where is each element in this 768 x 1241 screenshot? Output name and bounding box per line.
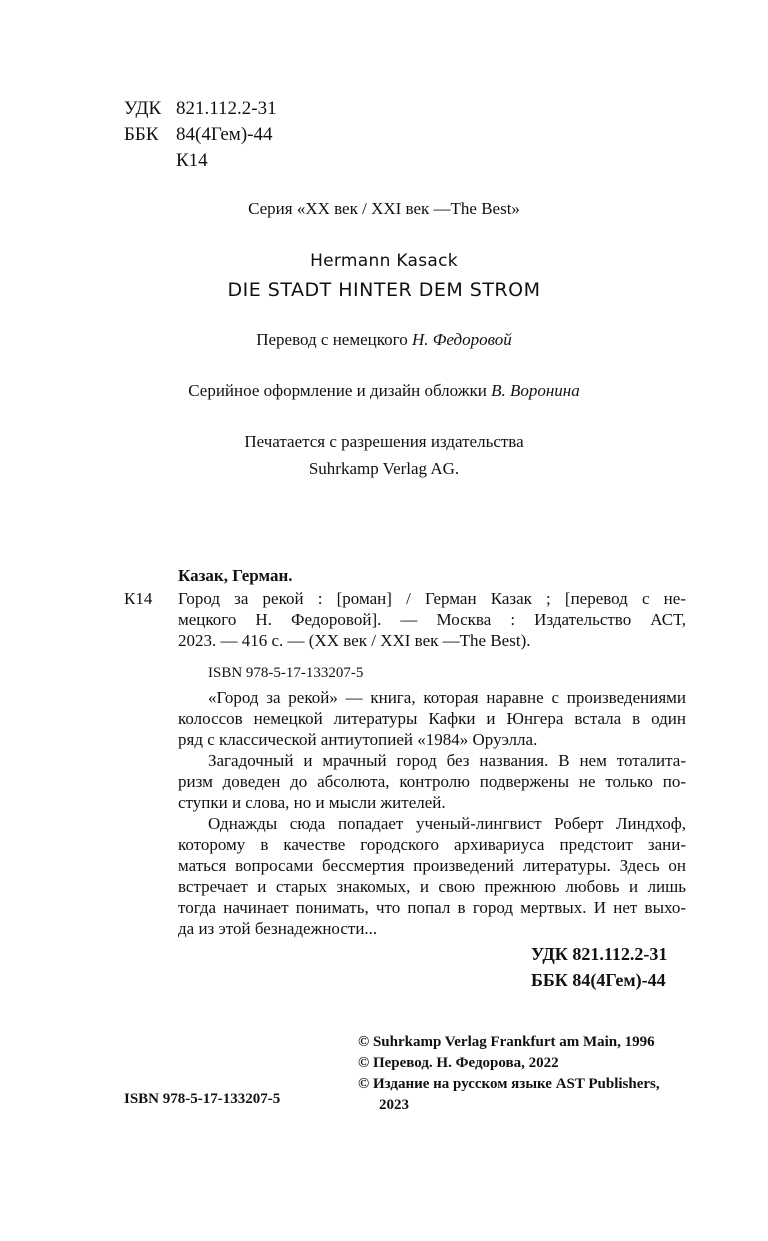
catalog-heading: Казак, Герман. <box>178 566 293 585</box>
annotation-line: которому в качестве городского архивариуса предстоит зани- <box>178 835 686 854</box>
translation-credit <box>0 330 768 350</box>
annotation-line: ряд с классической антиутопией «1984» Оруэлла. <box>178 730 538 749</box>
annotation-paragraph-2 <box>178 750 686 813</box>
original-author: Hermann Kasack <box>310 251 458 271</box>
copyright-line-1: © Suhrkamp Verlag Frankfurt am Main, 1996 <box>358 1034 655 1050</box>
copyright-line-4: 2023 <box>379 1097 409 1113</box>
classification-udk: УДК 821.112.2-31 <box>531 944 668 964</box>
classification-bbk: ББК 84(4Гем)-44 <box>531 970 666 990</box>
design-prefix: Серийное оформление и дизайн обложки <box>188 381 492 400</box>
udk-label: УДК <box>124 98 162 119</box>
classification-block <box>531 941 667 993</box>
catalog-desc-line: 2023. — 416 с. — (XX век / XXI век —The Best). <box>178 631 531 650</box>
permission-line-2: Suhrkamp Verlag AG. <box>308 459 460 478</box>
permission-line-1: Печатается с разрешения издательства <box>244 432 524 451</box>
permission-note <box>0 428 768 482</box>
copyright-line-2: © Перевод. Н. Федорова, 2022 <box>358 1055 559 1071</box>
annotation-paragraph-1 <box>178 687 686 750</box>
series-line: Серия «XX век / XXI век —The Best» <box>248 199 520 218</box>
footer-isbn: ISBN 978-5-17-133207-5 <box>124 1091 281 1107</box>
annotation-line: «Город за рекой» — книга, которая наравне с произведениями <box>208 688 686 707</box>
annotation-line: ступки и слова, но и мысли жителей. <box>178 793 446 812</box>
udk-value: 821.112.2-31 <box>176 98 277 119</box>
translator-name: Н. Федоровой <box>411 330 512 349</box>
annotation-paragraph-3 <box>178 813 686 939</box>
copyright-line-3: © Издание на русском языке AST Publishers, <box>358 1076 660 1092</box>
author-sign: К14 <box>176 150 208 171</box>
original-title: DIE STADT HINTER DEM STROM <box>227 279 541 301</box>
catalog-desc-line: мецкого Н. Федоровой]. — Москва : Издательство АСТ, <box>178 610 686 629</box>
translation-prefix: Перевод с немецкого <box>256 330 412 349</box>
annotation <box>178 687 686 939</box>
catalog-desc-line: Город за рекой : [роман] / Герман Казак ; [перевод с не- <box>178 589 686 608</box>
library-codes <box>124 96 277 174</box>
catalog-sign: К14 <box>124 589 153 608</box>
annotation-line: встречает и старых знакомых, и свою прежнюю любовь и лишь <box>178 877 686 896</box>
annotation-line: колоссов немецкой литературы Кафки и Юнгера встала в один <box>178 709 686 728</box>
annotation-line: маться вопросами бессмертия произведений литературы. Здесь он <box>178 856 686 875</box>
bbk-label: ББК <box>124 124 159 145</box>
catalog-isbn: ISBN 978-5-17-133207-5 <box>208 665 364 681</box>
designer-name: В. Воронина <box>491 381 580 400</box>
annotation-line: да из этой безнадежности... <box>178 919 378 938</box>
bbk-row <box>124 122 277 148</box>
catalog-description <box>178 588 686 651</box>
author-sign-row <box>124 148 277 174</box>
annotation-line: Загадочный и мрачный город без названия. В нем тоталита- <box>208 751 686 770</box>
bbk-value: 84(4Гем)-44 <box>176 124 273 145</box>
annotation-line: тогда начинает понимать, что попал в город мертвых. И нет выхо- <box>178 898 686 917</box>
udk-row <box>124 96 277 122</box>
design-credit <box>0 381 768 401</box>
copyright-block <box>358 1032 660 1116</box>
annotation-line: Однажды сюда попадает ученый-лингвист Роберт Линдхоф, <box>208 814 686 833</box>
annotation-line: ризм доведен до абсолюта, контролю подвержены не только по- <box>178 772 686 791</box>
